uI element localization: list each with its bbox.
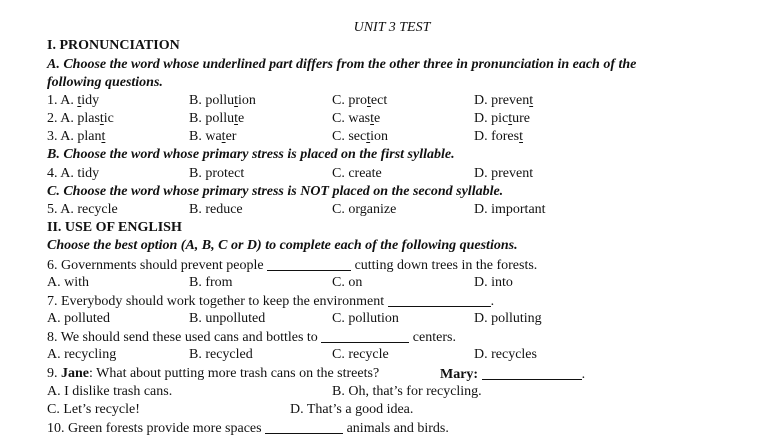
q7-stem: 7. Everybody should work together to keep the environment . (47, 294, 495, 309)
q6-option-d: D. into (474, 275, 513, 290)
q1-option-a: 1. A. tidy (47, 93, 100, 108)
q3-option-d: D. forest (474, 129, 523, 144)
q9-option-a: A. I dislike trash cans. (47, 384, 173, 399)
q2-option-b: B. pollute (189, 111, 245, 126)
q5-option-b: B. reduce (189, 202, 243, 217)
q4-option-a: 4. A. tidy (47, 166, 100, 181)
q4-option-d: D. prevent (474, 166, 534, 181)
q9-response: Mary: . (440, 367, 586, 382)
q7-option-a: A. polluted (47, 311, 110, 326)
instruction-c: C. Choose the word whose primary stress is NOT placed on the second syllable. (47, 184, 504, 199)
q8-stem: 8. We should send these used cans and bottles to centers. (47, 330, 456, 345)
q8-option-b: B. recycled (189, 347, 253, 362)
q10-stem: 10. Green forests provide more spaces animals and birds. (47, 421, 449, 436)
q8-blank (321, 328, 409, 343)
instruction-d: Choose the best option (A, B, C or D) to complete each of the following questions. (47, 238, 518, 253)
q8-option-c: C. recycle (332, 347, 389, 362)
q3-option-c: C. section (332, 129, 388, 144)
q9-option-d: D. That’s a good idea. (290, 402, 414, 417)
q1-option-b: B. pollution (189, 93, 256, 108)
q9-option-c: C. Let’s recycle! (47, 402, 140, 417)
q4-option-c: C. create (332, 166, 382, 181)
q9-option-b: B. Oh, that’s for recycling. (332, 384, 482, 399)
q2-option-a: 2. A. plastic (47, 111, 114, 126)
section-heading-pronunciation: I. PRONUNCIATION (47, 38, 180, 53)
instruction-a-line1: A. Choose the word whose underlined part differs from the other three in pronunciation in each of the (47, 57, 637, 72)
q5-option-c: C. organize (332, 202, 397, 217)
section-heading-use-of-english: II. USE OF ENGLISH (47, 220, 182, 235)
q6-blank (267, 256, 351, 271)
instruction-b: B. Choose the word whose primary stress is placed on the first syllable. (47, 147, 455, 162)
q1-option-d: D. prevent (474, 93, 534, 108)
q1-option-c: C. protect (332, 93, 388, 108)
q6-option-a: A. with (47, 275, 89, 290)
q9-blank (482, 365, 582, 380)
page-title: UNIT 3 TEST (353, 20, 431, 35)
q4-option-b: B. protect (189, 166, 245, 181)
q2-option-d: D. picture (474, 111, 530, 126)
q7-blank (388, 292, 491, 307)
q9-stem: 9. Jane: What about putting more trash cans on the streets? (47, 366, 380, 381)
q8-option-a: A. recycling (47, 347, 117, 362)
instruction-a-line2: following questions. (47, 75, 163, 90)
q8-option-d: D. recycles (474, 347, 537, 362)
q6-stem: 6. Governments should prevent people cutting down trees in the forests. (47, 258, 538, 273)
q3-option-a: 3. A. plant (47, 129, 106, 144)
q5-option-d: D. important (474, 202, 546, 217)
q7-option-b: B. unpolluted (189, 311, 266, 326)
q6-option-b: B. from (189, 275, 233, 290)
q10-blank (265, 419, 343, 434)
q2-option-c: C. waste (332, 111, 381, 126)
q3-option-b: B. water (189, 129, 237, 144)
q7-option-c: C. pollution (332, 311, 399, 326)
q5-option-a: 5. A. recycle (47, 202, 118, 217)
q7-option-d: D. polluting (474, 311, 542, 326)
q6-option-c: C. on (332, 275, 363, 290)
